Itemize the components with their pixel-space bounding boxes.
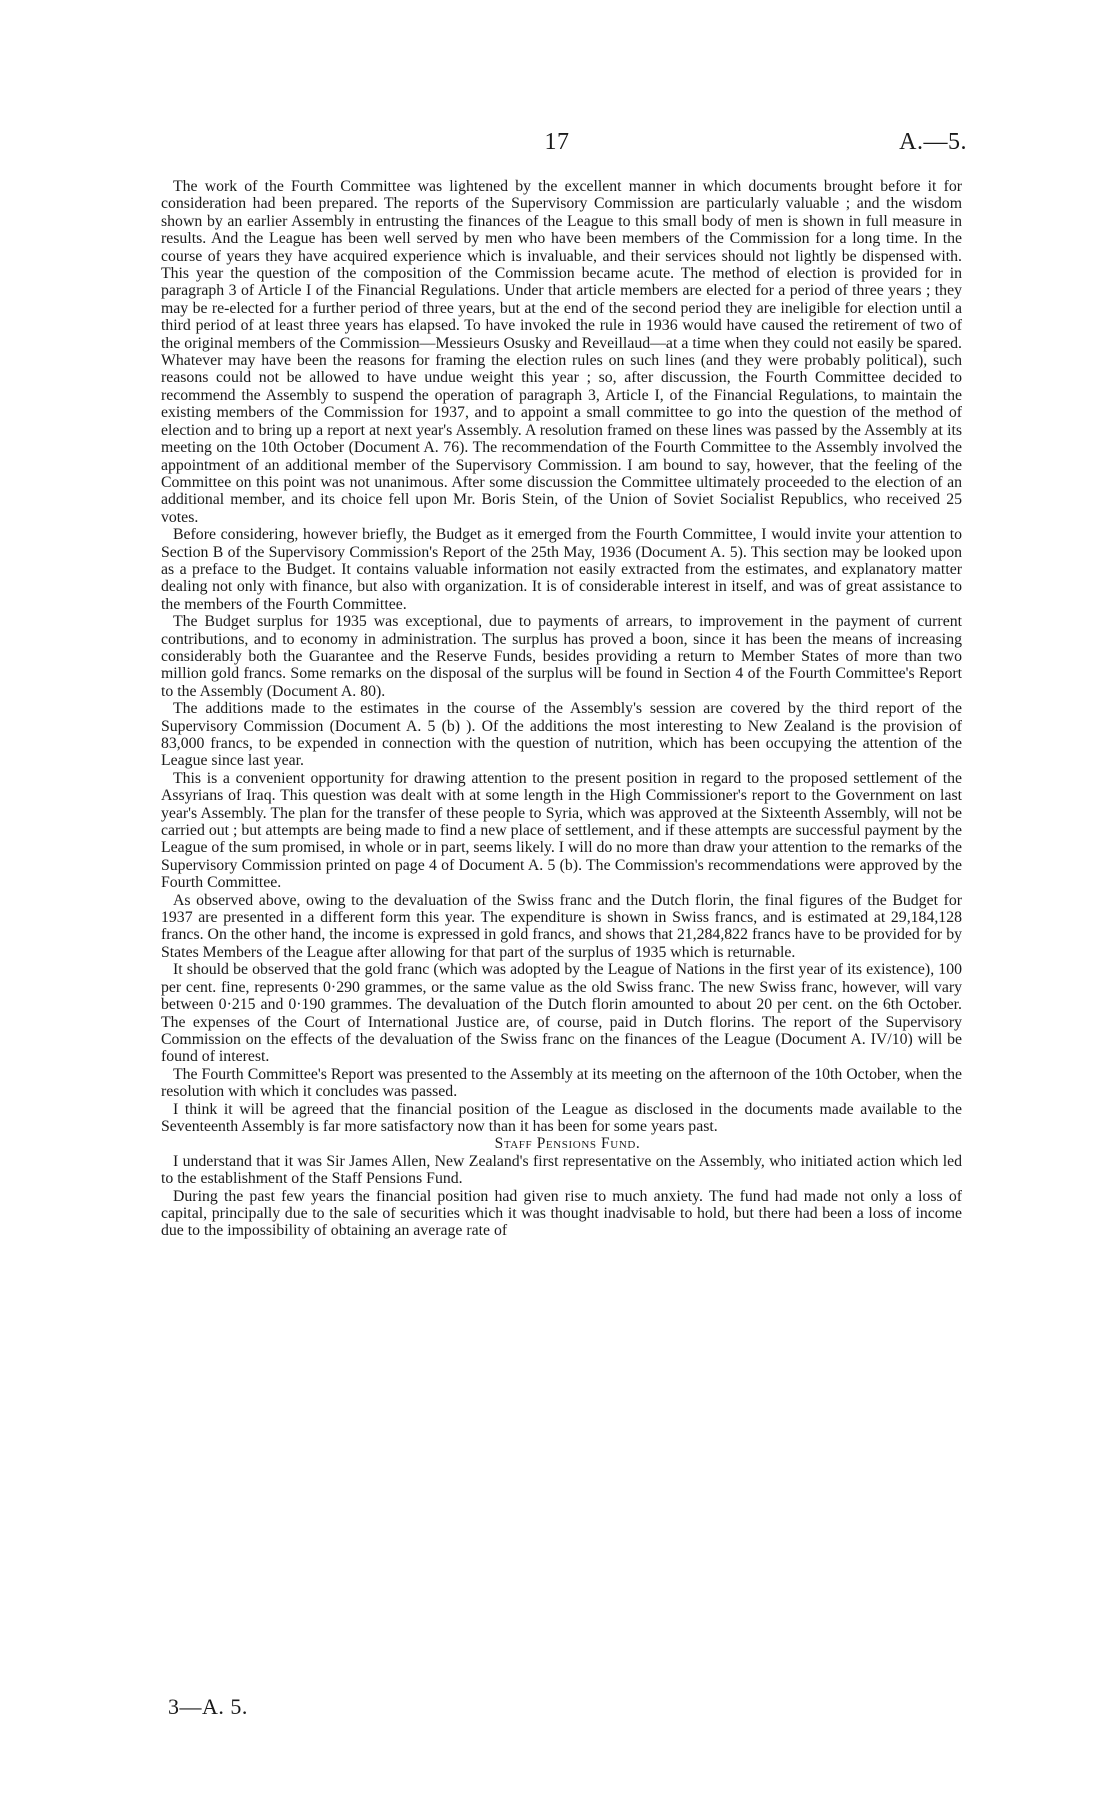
paragraph: This is a convenient opportunity for drawing attention to the present position in regard to the proposed settlement of the Assyrians of Iraq. This question was dealt with at some length in the High Commissioner's report to the Government on last year's Assembly. The plan for the transfer of these people to Syria, which was approved at the Sixteenth Assembly, will not be carried out ; but attempts are being made to find a new place of settlement, and if these attempts are successful payment by the League of the sum promised, in whole or in part, seems likely. I will do no more than draw your attention to the remarks of the Supervisory Commission printed on page 4 of Document A. 5 (b). The Commission's recommendations were approved by the Fourth Committee. — [161, 769, 962, 892]
paragraph: As observed above, owing to the devaluation of the Swiss franc and the Dutch florin, the final figures of the Budget for 1937 are presented in a different form this year. The expenditure is shown in Swiss francs, and is estimated at 29,184,128 francs. On the other hand, the income is expressed in gold francs, and shows that 21,284,822 francs have to be provided for by States Members of the League after allowing for that part of the surplus of 1935 which is returnable. — [161, 891, 962, 961]
paragraph: Before considering, however briefly, the Budget as it emerged from the Fourth Committee, I would invite your attention to Section B of the Supervisory Commission's Report of the 25th May, 1936 (Document A. 5). This section may be looked upon as a preface to the Budget. It contains valuable information not easily extracted from the estimates, and explanatory matter dealing not only with finance, but also with organization. It is of considerable interest in itself, and was of great assistance to the members of the Fourth Committee. — [161, 526, 962, 613]
paragraph: I think it will be agreed that the financial position of the League as disclosed in the documents made available to the Seventeenth Assembly is far more satisfactory now than it has been for some years past. — [161, 1100, 962, 1135]
paragraph: It should be observed that the gold franc (which was adopted by the League of Nations in the first year of its existence), 100 per cent. fine, represents 0·290 grammes, or the same value as the old Swiss franc. The new Swiss franc, however, will vary between 0·215 and 0·190 grammes. The devaluation of the Dutch florin amounted to about 20 per cent. on the 6th October. The expenses of the Court of International Justice are, of course, paid in Dutch florins. The report of the Supervisory Commission on the effects of the devaluation of the Swiss franc on the finances of the League (Document A. IV/10) will be found of interest. — [161, 961, 962, 1066]
document-reference: A.—5. — [899, 129, 967, 155]
section-heading: Staff Pensions Fund. — [494, 1135, 641, 1153]
paragraph: The work of the Fourth Committee was lightened by the excellent manner in which documents brought before it for consideration had been prepared. The reports of the Supervisory Commission are particularly valuable ; and the wisdom shown by an earlier Assembly in entrusting the finances of the League to this small body of men is shown in full measure in results. And the League has been well served by men who have been members of the Commission for a long time. In the course of years they have acquired experience which is invaluable, and their services should not lightly be dispensed with. This year the question of the composition of the Commission became acute. The method of election is provided for in paragraph 3 of Article I of the Financial Regulations. Under that article members are elected for a period of three years ; they may be re-elected for a further period of three years, but at the end of the second period they are ineligible for election until a third period of at least three years has elapsed. To have invoked the rule in 1936 would have caused the retirement of two of the original members of the Commission—Messieurs Osusky and Reveillaud—at a time when they could not easily be spared. Whatever may have been the reasons for framing the election rules on such lines (and they were probably political), such reasons could not be allowed to have undue weight this year ; so, after discussion, the Fourth Committee decided to recommend the Assembly to suspend the operation of paragraph 3, Article I, of the Financial Regulations, to maintain the existing members of the Commission for 1937, and to appoint a small committee to go into the question of the method of election and to bring up a report at next year's Assembly. A resolution framed on these lines was passed by the Assembly at its meeting on the 10th October (Document A. 76). The recommendation of the Fourth Committee to the Assembly involved the appointment of an additional member of the Supervisory Commission. I am bound to say, however, that the feeling of the Committee on this point was not unanimous. After some discussion the Committee ultimately proceeded to the election of an additional member, and its choice fell upon Mr. Boris Stein, of the Union of Soviet Socialist Republics, who received 25 votes. — [161, 178, 962, 526]
paragraph: The Budget surplus for 1935 was exceptional, due to payments of arrears, to improvement in the payment of current contributions, and to economy in administration. The surplus has proved a boon, since it has been the means of increasing considerably both the Guarantee and the Reserve Funds, besides providing a return to Member States of more than two million gold francs. Some remarks on the disposal of the surplus will be found in Section 4 of the Fourth Committee's Report to the Assembly (Document A. 80). — [161, 613, 962, 700]
paragraph: The Fourth Committee's Report was presented to the Assembly at its meeting on the afternoon of the 10th October, when the resolution with which it concludes was passed. — [161, 1065, 962, 1101]
paragraph: The additions made to the estimates in the course of the Assembly's session are covered by the third report of the Supervisory Commission (Document A. 5 (b) ). Of the additions the most interesting to New Zealand is the provision of 83,000 francs, to be expended in connection with the question of nutrition, which has been occupying the attention of the League since last year. — [161, 700, 962, 770]
signature-mark: 3—A. 5. — [168, 1694, 248, 1719]
paragraph: I understand that it was Sir James Allen, New Zealand's first representative on the Assembly, who initiated action which led to the establishment of the Staff Pensions Fund. — [161, 1152, 962, 1188]
page-number: 17 — [544, 129, 570, 155]
body-text — [161, 178, 962, 1240]
paragraph: During the past few years the financial position had given rise to much anxiety. The fund had made not only a loss of capital, principally due to the sale of securities which it was thought inadvisable to hold, but there had been a loss of income due to the impossibility of obtaining an average rate of — [161, 1187, 962, 1240]
